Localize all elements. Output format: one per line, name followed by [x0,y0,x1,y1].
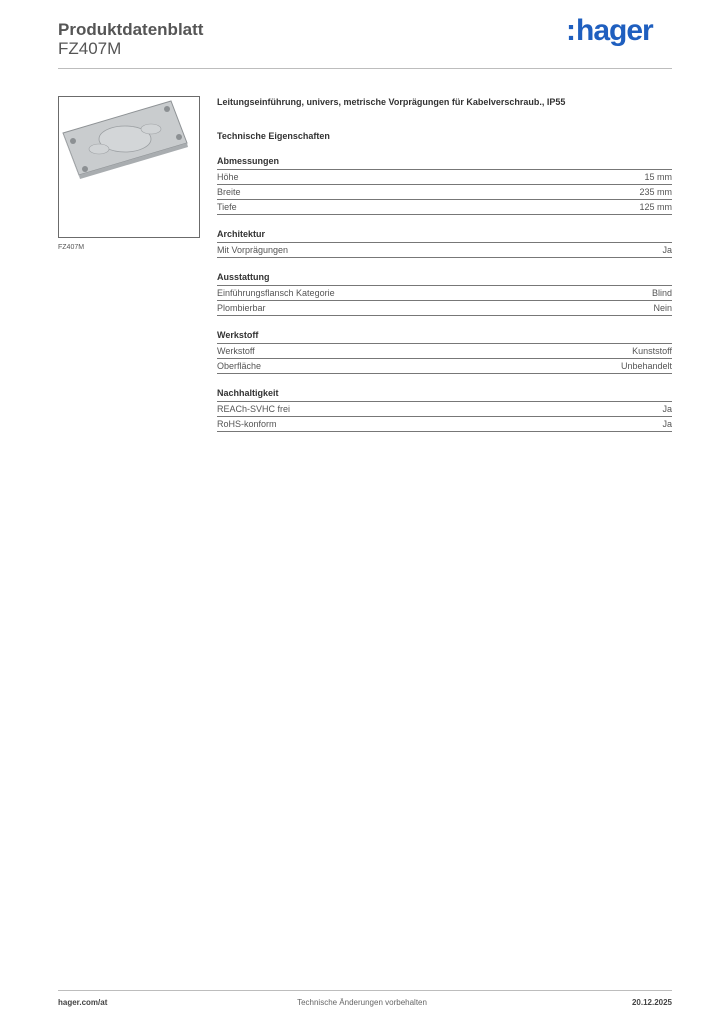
property-value: Kunststoff [632,346,672,356]
property-row [217,243,672,258]
section-title: Nachhaltigkeit [217,388,672,402]
product-description: Leitungseinführung, univers, metrische Vorprägungen für Kabelverschraub., IP55 [217,97,566,107]
footer-date: 20.12.2025 [631,998,672,1007]
property-label: Einführungsflansch Kategorie [217,288,335,298]
page-title: Produktdatenblatt [58,20,204,39]
property-value: Blind [651,288,672,298]
section-title: Architektur [217,229,672,243]
product-image [58,96,200,238]
property-row [217,301,672,316]
property-value: 235 mm [639,187,672,197]
property-label: Mit Vorprägungen [217,245,289,255]
cable-entry-plate-icon [59,97,199,237]
tech-properties-heading: Technische Eigenschaften [217,131,330,141]
property-row [217,185,672,200]
property-label: Oberfläche [217,361,262,371]
property-label: Höhe [217,172,239,182]
property-row [217,417,672,432]
footer-website-link[interactable]: hager.com/at [58,998,108,1007]
property-value: Nein [653,303,672,313]
property-row [217,170,672,185]
property-row [217,402,672,417]
section-ausstattung [217,272,672,316]
section-title: Abmessungen [217,156,672,170]
logo-text: hager [576,14,653,47]
property-row [217,359,672,374]
section-title: Werkstoff [217,330,672,344]
section-abmessungen [217,156,672,215]
property-label: RoHS-konform [217,419,277,429]
section-title: Ausstattung [217,272,672,286]
property-value: Ja [662,404,672,414]
property-label: Plombierbar [217,303,266,313]
property-value: Ja [662,419,672,429]
property-value: Ja [662,245,672,255]
property-label: Breite [217,187,241,197]
section-werkstoff [217,330,672,374]
property-label: Tiefe [217,202,237,212]
property-value: Unbehandelt [620,361,672,371]
image-caption: FZ407M [58,244,85,251]
footer-note: Technische Änderungen vorbehalten [297,998,427,1007]
footer-divider [58,990,672,991]
product-code: FZ407M [58,39,122,58]
property-row [217,200,672,215]
hager-logo [566,14,653,48]
property-label: Werkstoff [217,346,255,356]
property-row [217,344,672,359]
section-architektur [217,229,672,258]
property-label: REACh-SVHC frei [217,404,291,414]
property-value: 15 mm [644,172,672,182]
logo-dots-icon: : [566,14,575,47]
property-value: 125 mm [639,202,672,212]
header-divider [58,68,672,69]
product-details [217,96,672,432]
section-nachhaltigkeit [217,388,672,432]
property-row [217,286,672,301]
